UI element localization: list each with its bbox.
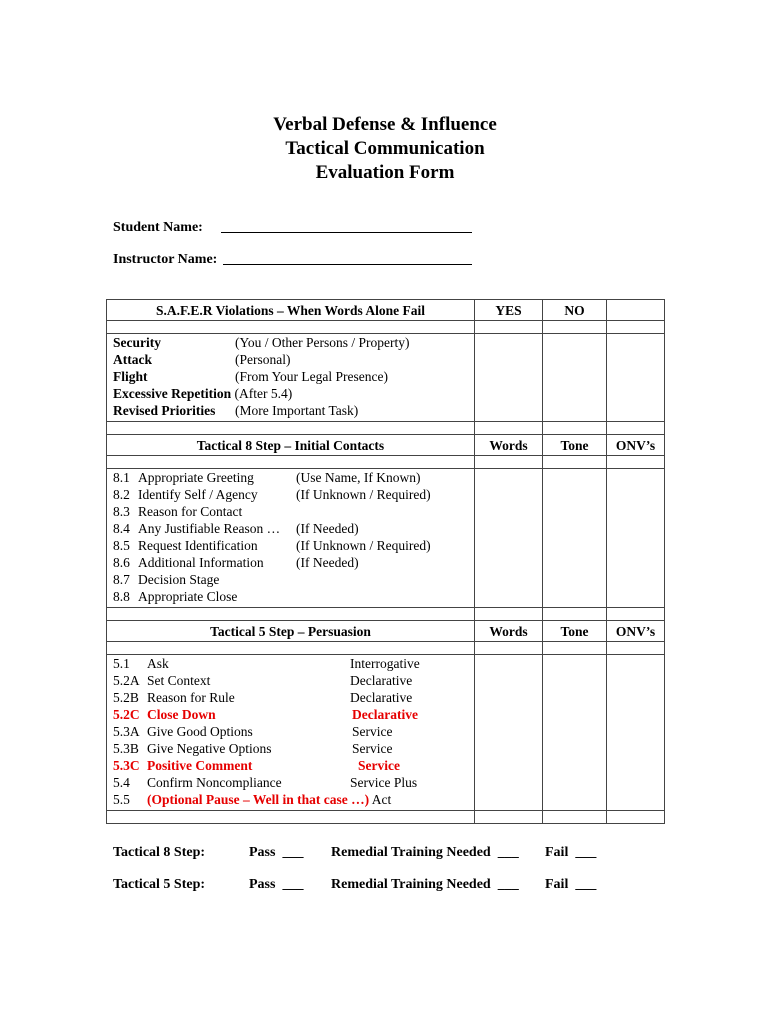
step5-tone-cell[interactable]: [543, 655, 607, 811]
step5-item: 5.2B Reason for Rule Declarative: [113, 690, 413, 705]
step8-words-header: Words: [475, 435, 543, 456]
step5-item-highlighted: 5.2C Close Down Declarative: [113, 707, 418, 722]
step5-item: 5.2A Set Context Declarative: [113, 673, 413, 688]
step8-item: 8.6 Additional Information (If Needed): [113, 555, 359, 570]
step5-words-header: Words: [475, 621, 543, 642]
yes-column-header: YES: [475, 300, 543, 321]
safer-yes-cell[interactable]: [475, 334, 543, 422]
step8-heading: Tactical 8 Step – Initial Contacts: [107, 435, 475, 456]
student-name-label: Student Name:: [113, 220, 203, 235]
evaluation-table: [106, 299, 665, 824]
form-title-line-2: Tactical Communication: [285, 138, 485, 159]
safer-heading: S.A.F.E.R Violations – When Words Alone Fail: [107, 300, 475, 321]
step5-item: 5.3B Give Negative Options Service: [113, 741, 393, 756]
summary-5step-pass[interactable]: Pass ___: [249, 877, 304, 892]
step8-item: 8.8 Appropriate Close: [113, 589, 238, 604]
step8-words-cell[interactable]: [475, 469, 543, 608]
form-title-line-1: Verbal Defense & Influence: [273, 114, 497, 135]
summary-8step-pass[interactable]: Pass ___: [249, 845, 304, 860]
instructor-name-field[interactable]: [223, 264, 472, 265]
step8-item: 8.5 Request Identification (If Unknown / Required): [113, 538, 431, 553]
step5-tone-header: Tone: [543, 621, 607, 642]
step8-item: 8.2 Identify Self / Agency (If Unknown / Required): [113, 487, 431, 502]
step5-words-cell[interactable]: [475, 655, 543, 811]
step8-item: 8.3 Reason for Contact: [113, 504, 243, 519]
no-column-header: NO: [543, 300, 607, 321]
safer-item: Excessive Repetition (After 5.4): [113, 386, 293, 401]
form-title-line-3: Evaluation Form: [315, 162, 455, 183]
summary-8step-fail[interactable]: Fail ___: [545, 845, 597, 860]
step5-onv-cell[interactable]: [607, 655, 665, 811]
step5-item: 5.5 (Optional Pause – Well in that case …) Act: [113, 792, 392, 807]
safer-list: [107, 334, 475, 422]
student-name-field[interactable]: [221, 232, 472, 233]
step8-tone-header: Tone: [543, 435, 607, 456]
step8-item: 8.7 Decision Stage: [113, 572, 220, 587]
step8-tone-cell[interactable]: [543, 469, 607, 608]
safer-no-cell[interactable]: [543, 334, 607, 422]
step8-list: [107, 469, 475, 608]
instructor-name-label: Instructor Name:: [113, 252, 218, 267]
step5-list: [107, 655, 475, 811]
step5-item: 5.3A Give Good Options Service: [113, 724, 393, 739]
step5-heading: Tactical 5 Step – Persuasion: [107, 621, 475, 642]
step8-item: 8.1 Appropriate Greeting (Use Name, If Known): [113, 470, 421, 485]
step5-item-highlighted: 5.3C Positive Comment Service: [113, 758, 400, 773]
safer-item: Security (You / Other Persons / Property): [113, 335, 410, 350]
step8-onv-cell[interactable]: [607, 469, 665, 608]
step5-onv-header: ONV’s: [607, 621, 665, 642]
step5-item: 5.1 Ask Interrogative: [113, 656, 420, 671]
safer-item: Flight (From Your Legal Presence): [113, 369, 388, 384]
step8-onv-header: ONV’s: [607, 435, 665, 456]
summary-5step-fail[interactable]: Fail ___: [545, 877, 597, 892]
safer-item: Attack (Personal): [113, 352, 291, 367]
summary-5step-remedial[interactable]: Remedial Training Needed ___: [331, 877, 519, 892]
summary-8step-label: Tactical 8 Step:: [113, 845, 206, 860]
summary-8step-remedial[interactable]: Remedial Training Needed ___: [331, 845, 519, 860]
summary-5step-label: Tactical 5 Step:: [113, 877, 206, 892]
step8-item: 8.4 Any Justifiable Reason … (If Needed): [113, 521, 359, 536]
safer-item: Revised Priorities (More Important Task): [113, 403, 359, 418]
step5-item: 5.4 Confirm Noncompliance Service Plus: [113, 775, 418, 790]
